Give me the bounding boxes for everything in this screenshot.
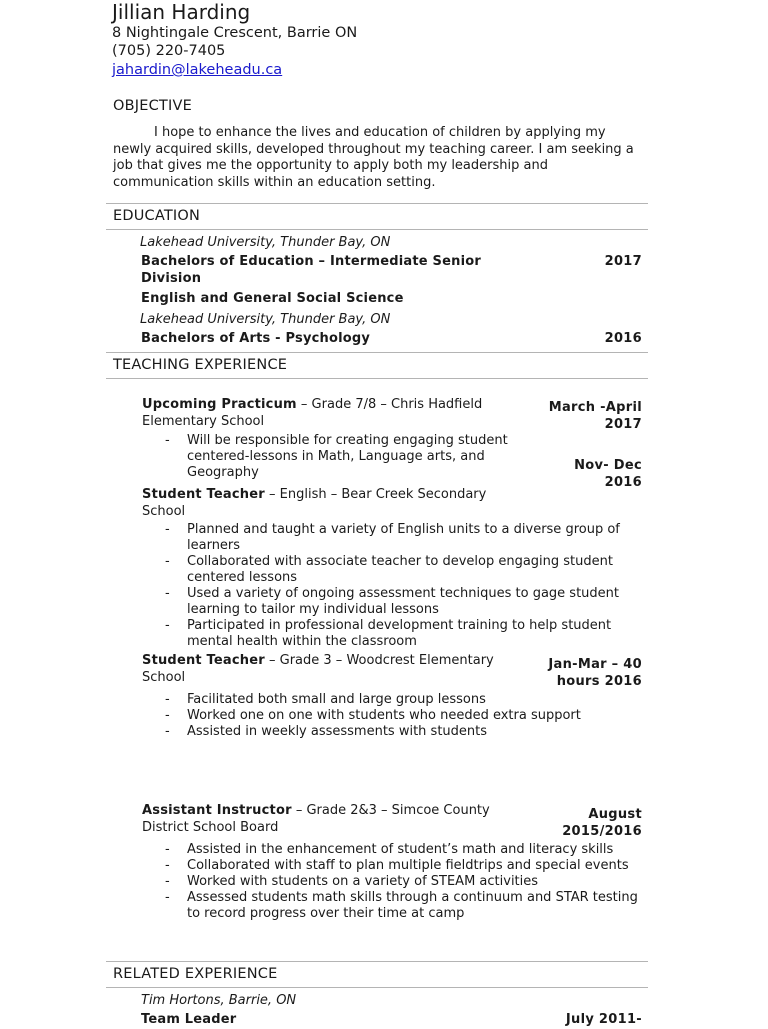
section-divider bbox=[106, 203, 648, 204]
list-item: - Assisted in weekly assessments with students bbox=[160, 724, 650, 740]
job-title: Student Teacher bbox=[142, 487, 265, 502]
list-item: - Worked one on one with students who needed extra support bbox=[160, 708, 650, 724]
email-link[interactable]: jahardin@lakeheadu.ca bbox=[112, 62, 283, 78]
job-bullets bbox=[160, 522, 650, 650]
applicant-name: Jillian Harding bbox=[112, 0, 251, 24]
list-item: - Will be responsible for creating engaging student centered-lessons in Math, Language arts, and Geography bbox=[160, 433, 540, 481]
related-title: Team Leader bbox=[141, 1012, 237, 1027]
education-degree: Bachelors of Arts - Psychology bbox=[141, 331, 371, 346]
related-heading: RELATED EXPERIENCE bbox=[113, 966, 278, 982]
job-title-line bbox=[142, 487, 512, 520]
section-divider bbox=[106, 378, 648, 379]
list-item: - Participated in professional development training to help student mental health within the classroom bbox=[160, 618, 650, 650]
list-item: - Collaborated with associate teacher to develop engaging student centered lessons bbox=[160, 554, 650, 586]
education-date: 2017 bbox=[604, 254, 642, 269]
education-date: 2016 bbox=[604, 331, 642, 346]
job-title: Student Teacher bbox=[142, 653, 265, 668]
list-item: - Facilitated both small and large group lessons bbox=[160, 692, 650, 708]
section-divider bbox=[106, 229, 648, 230]
job-date: Jan-Mar – 40 hours 2016 bbox=[548, 657, 642, 689]
job-detail: – Grade 3 – Woodcrest Elementary School bbox=[142, 653, 494, 685]
job-detail: – Grade 7/8 – Chris Hadfield Elementary School bbox=[142, 397, 483, 429]
section-divider bbox=[106, 352, 648, 353]
job-title-line bbox=[142, 653, 512, 686]
job-date: Nov- Dec 2016 bbox=[574, 458, 642, 490]
job-bullets bbox=[160, 433, 540, 481]
section-divider bbox=[106, 961, 648, 962]
job-date: March -April 2017 bbox=[548, 400, 642, 432]
job-title: Assistant Instructor bbox=[142, 803, 292, 818]
list-item: - Assessed students math skills through a continuum and STAR testing to record progress over their time at camp bbox=[160, 890, 650, 922]
job-title-line bbox=[142, 397, 512, 430]
job-date: August 2015/2016 bbox=[562, 807, 642, 839]
job-bullets bbox=[160, 842, 650, 922]
education-degree: Bachelors of Education – Intermediate Senior Division bbox=[141, 254, 481, 286]
job-detail: – Grade 2&3 – Simcoe County District School Board bbox=[142, 803, 490, 835]
related-date: July 2011- bbox=[565, 1012, 642, 1027]
list-item: - Used a variety of ongoing assessment techniques to gage student learning to tailor my individual lessons bbox=[160, 586, 650, 618]
list-item: - Planned and taught a variety of English units to a diverse group of learners bbox=[160, 522, 650, 554]
phone: (705) 220-7405 bbox=[112, 43, 226, 59]
education-school: Lakehead University, Thunder Bay, ON bbox=[140, 235, 391, 250]
list-item: - Assisted in the enhancement of student’s math and literacy skills bbox=[160, 842, 650, 858]
related-employer: Tim Hortons, Barrie, ON bbox=[141, 993, 297, 1008]
education-heading: EDUCATION bbox=[113, 208, 201, 224]
education-concentration: English and General Social Science bbox=[141, 291, 404, 306]
address: 8 Nightingale Crescent, Barrie ON bbox=[112, 25, 358, 41]
section-divider bbox=[106, 987, 648, 988]
job-detail: – English – Bear Creek Secondary School bbox=[142, 487, 487, 519]
education-school: Lakehead University, Thunder Bay, ON bbox=[140, 312, 391, 327]
job-bullets bbox=[160, 692, 650, 740]
objective-heading: OBJECTIVE bbox=[113, 98, 192, 114]
list-item: - Collaborated with staff to plan multiple fieldtrips and special events bbox=[160, 858, 650, 874]
job-title: Upcoming Practicum bbox=[142, 397, 297, 412]
job-title-line bbox=[142, 803, 512, 836]
list-item: - Worked with students on a variety of STEAM activities bbox=[160, 874, 650, 890]
objective-text: I hope to enhance the lives and education of children by applying my newly acquired skills, developed throughout my teaching career. I am seeking a job that gives me the opportunity to apply both my leadership and communication skills within an education setting. bbox=[113, 125, 634, 191]
teaching-heading: TEACHING EXPERIENCE bbox=[113, 357, 288, 373]
